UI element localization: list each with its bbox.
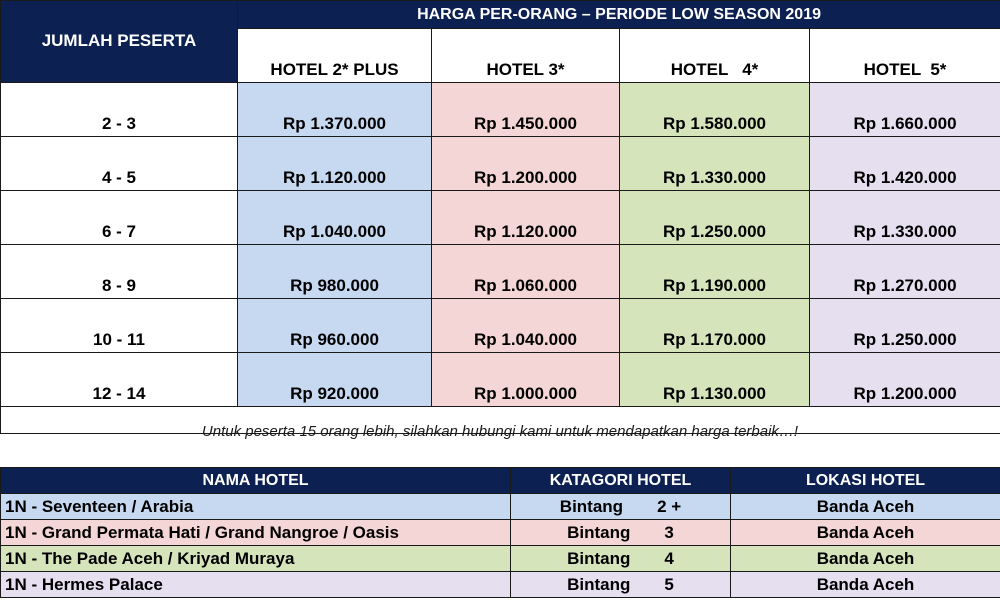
participant-count: 4 - 5 [1, 137, 238, 191]
hotel-location: Banda Aceh [731, 494, 1000, 520]
price-hotel-3: Rp 1.200.000 [432, 137, 620, 191]
price-hotel-4: Rp 1.580.000 [620, 83, 810, 137]
header-hotel-4: HOTEL 4* [620, 29, 810, 83]
hotel-category [511, 520, 731, 546]
price-hotel-4: Rp 1.190.000 [620, 245, 810, 299]
price-hotel-3: Rp 1.000.000 [432, 353, 620, 407]
category-star: 5 [664, 574, 674, 594]
header-nama-hotel: NAMA HOTEL [1, 468, 511, 494]
header-hotel-2-plus: HOTEL 2* PLUS [238, 29, 432, 83]
price-hotel-5: Rp 1.200.000 [810, 353, 1000, 407]
price-hotel-5: Rp 1.660.000 [810, 83, 1000, 137]
hotel-name: 1N - Seventeen / Arabia [1, 494, 511, 520]
header-hotel-3: HOTEL 3* [432, 29, 620, 83]
price-hotel-4: Rp 1.250.000 [620, 191, 810, 245]
price-hotel-5: Rp 1.420.000 [810, 137, 1000, 191]
group-note: Untuk peserta 15 orang lebih, silahkan hubungi kami untuk mendapatkan harga terbaik…! [201, 423, 799, 440]
hotel-category [511, 572, 731, 598]
hotel-row [1, 494, 1000, 520]
participant-count: 8 - 9 [1, 245, 238, 299]
hotel-name: 1N - Hermes Palace [1, 572, 511, 598]
header-jumlah-peserta: JUMLAH PESERTA [1, 1, 238, 83]
price-row [1, 83, 1000, 137]
price-hotel-3: Rp 1.060.000 [432, 245, 620, 299]
hotel-category [511, 546, 731, 572]
price-hotel-3: Rp 1.120.000 [432, 191, 620, 245]
price-hotel-4: Rp 1.170.000 [620, 299, 810, 353]
category-star: 3 [664, 522, 674, 542]
hotel-name: 1N - Grand Permata Hati / Grand Nangroe / Oasis [1, 520, 511, 546]
hotel-location: Banda Aceh [731, 572, 1000, 598]
price-hotel-5: Rp 1.270.000 [810, 245, 1000, 299]
participant-count: 10 - 11 [1, 299, 238, 353]
participant-count: 12 - 14 [1, 353, 238, 407]
price-hotel-5: Rp 1.250.000 [810, 299, 1000, 353]
price-hotel-3: Rp 1.040.000 [432, 299, 620, 353]
participant-count: 6 - 7 [1, 191, 238, 245]
price-hotel-2-plus: Rp 980.000 [238, 245, 432, 299]
category-star: 4 [664, 548, 674, 568]
category-word: Bintang [567, 574, 631, 594]
hotel-row [1, 546, 1000, 572]
category-word: Bintang [567, 548, 631, 568]
hotel-location: Banda Aceh [731, 546, 1000, 572]
price-hotel-2-plus: Rp 1.120.000 [238, 137, 432, 191]
price-hotel-5: Rp 1.330.000 [810, 191, 1000, 245]
price-row [1, 191, 1000, 245]
header-period: HARGA PER-ORANG – PERIODE LOW SEASON 2019 [238, 1, 1000, 29]
category-star: 2 + [657, 496, 682, 516]
price-hotel-2-plus: Rp 1.040.000 [238, 191, 432, 245]
header-hotel-5: HOTEL 5* [810, 29, 1000, 83]
price-hotel-3: Rp 1.450.000 [432, 83, 620, 137]
price-row [1, 353, 1000, 407]
hotel-table [0, 467, 1000, 598]
price-hotel-4: Rp 1.130.000 [620, 353, 810, 407]
price-row [1, 245, 1000, 299]
participant-count: 2 - 3 [1, 83, 238, 137]
price-row [1, 299, 1000, 353]
category-word: Bintang [567, 522, 631, 542]
price-hotel-4: Rp 1.330.000 [620, 137, 810, 191]
hotel-location: Banda Aceh [731, 520, 1000, 546]
price-hotel-2-plus: Rp 1.370.000 [238, 83, 432, 137]
price-hotel-2-plus: Rp 920.000 [238, 353, 432, 407]
hotel-row [1, 572, 1000, 598]
header-lokasi-hotel: LOKASI HOTEL [731, 468, 1000, 494]
category-word: Bintang [559, 496, 624, 516]
price-hotel-2-plus: Rp 960.000 [238, 299, 432, 353]
hotel-category [511, 494, 731, 520]
header-katagori-hotel: KATAGORI HOTEL [511, 468, 731, 494]
hotel-row [1, 520, 1000, 546]
price-row [1, 137, 1000, 191]
hotel-name: 1N - The Pade Aceh / Kriyad Muraya [1, 546, 511, 572]
